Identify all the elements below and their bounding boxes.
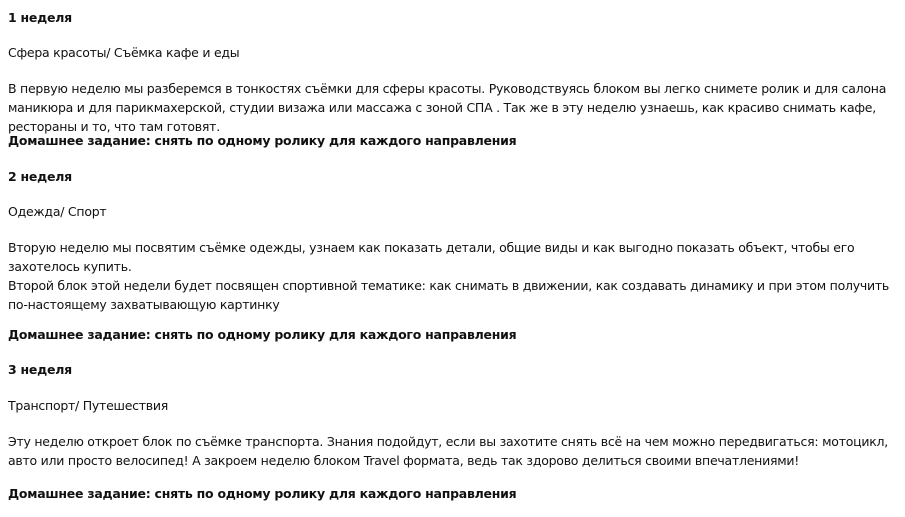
week-2-topic: Одежда/ Спорт bbox=[8, 204, 107, 219]
week-2-heading: 2 неделя bbox=[8, 169, 72, 184]
week-3-topic: Транспорт/ Путешествия bbox=[8, 398, 169, 413]
week-3-homework: Домашнее задание: снять по одному ролику для каждого направления bbox=[8, 486, 517, 501]
week-2-description-line-2: Второй блок этой недели будет посвящен спортивной тематике: как снимать в движении, как создавать динамику и при этом получить по-настоящему захватывающую картинку bbox=[8, 278, 890, 312]
week-1-homework: Домашнее задание: снять по одному ролику для каждого направления bbox=[8, 133, 517, 148]
week-1-heading: 1 неделя bbox=[8, 10, 72, 25]
week-2-description-line-1: Вторую неделю мы посвятим съёмке одежды, узнаем как показать детали, общие виды и как выгодно показать объект, чтобы его захотелось купить. bbox=[8, 240, 855, 274]
week-1-description: В первую неделю мы разберемся в тонкостях съёмки для сферы красоты. Руководствуясь блоком вы легко снимете ролик и для салона маникюра и для парикмахерской, студии визажа или массажа с зоной СПА . Так же в эту неделю узнаешь, как красиво снимать кафе, рестораны и то, что там готовят. bbox=[8, 81, 887, 134]
week-1-topic: Сфера красоты/ Съёмка кафе и еды bbox=[8, 45, 240, 60]
week-3-description: Эту неделю откроет блок по съёмке транспорта. Знания подойдут, если вы захотите снять всё на чем можно передвигаться: мотоцикл, авто или просто велосипед! А закроем неделю блоком Travel формата, ведь так здорово делиться своими впечатлениями! bbox=[8, 434, 889, 468]
week-2-homework: Домашнее задание: снять по одному ролику для каждого направления bbox=[8, 327, 517, 342]
week-2-description bbox=[8, 238, 898, 314]
week-3-heading: 3 неделя bbox=[8, 362, 72, 377]
